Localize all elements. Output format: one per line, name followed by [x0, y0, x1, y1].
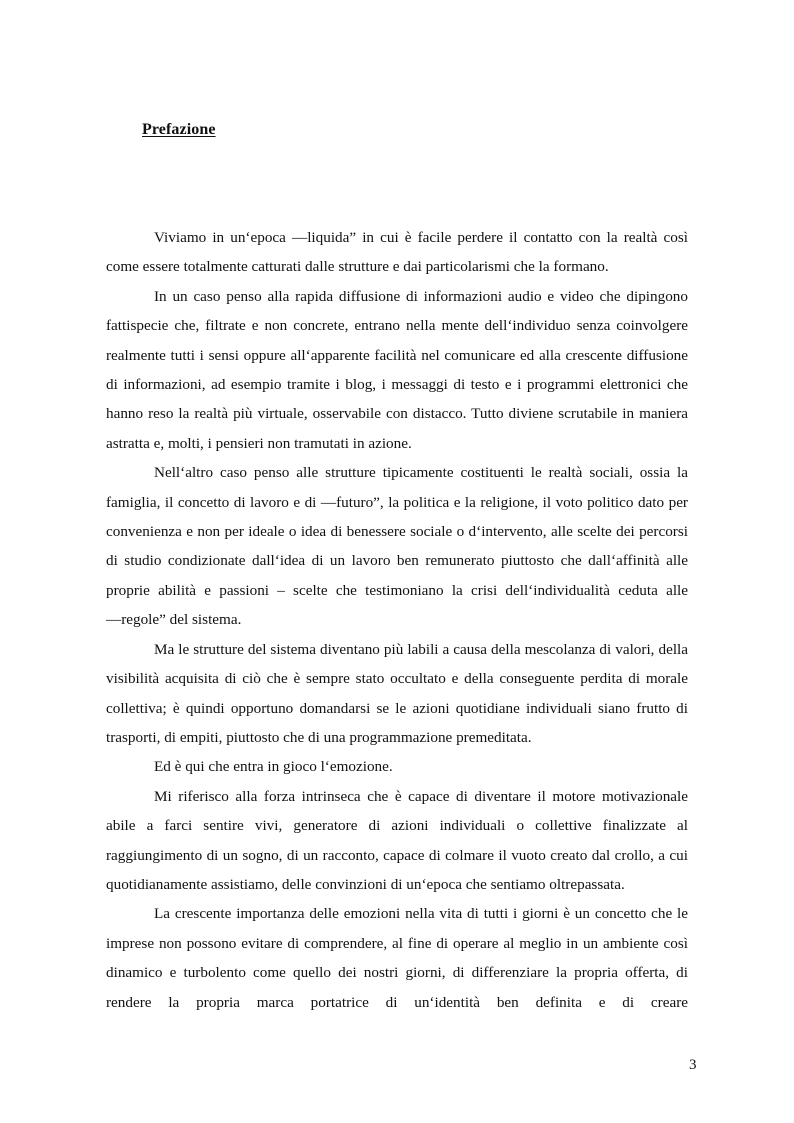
paragraph: Ma le strutture del sistema diventano più labili a causa della mescolanza di valori, della visibilità acquisita di ciò che è sempre stato occultato e della conseguente perdita di morale collettiva; è quindi opportuno domandarsi se le azioni quotidiane individuali siano frutto di trasporti, di empiti, piuttosto che di una programmazione premeditata.	[106, 640, 688, 746]
section-heading: Prefazione	[142, 121, 216, 138]
paragraph: La crescente importanza delle emozioni nella vita di tutti i giorni è un concetto che le imprese non possono evitare di comprendere, al fine di operare al meglio in un ambiente così dinamico e turbolento come quello dei nostri giorni, di differenziare la propria offerta, di rendere la propria marca portatrice di un‘identità ben definita e di creare	[106, 905, 688, 1011]
paragraph: Viviamo in un‘epoca ―liquida” in cui è facile perdere il contatto con la realtà così come essere totalmente catturati dalle strutture e dai particolarismi che la formano.	[106, 229, 688, 276]
page-number: 3	[689, 1057, 697, 1073]
paragraph: Mi riferisco alla forza intrinseca che è capace di diventare il motore motivazionale abile a farci sentire vivi, generatore di azioni individuali o collettive finalizzate al raggiungimento di un sogno, di un racconto, capace di colmare il vuoto creato dal crollo, a cui quotidianamente assistiamo, delle convinzioni di un‘epoca che sentiamo oltrepassata.	[106, 787, 688, 893]
paragraph: Nell‘altro caso penso alle strutture tipicamente costituenti le realtà sociali, ossia la famiglia, il concetto di lavoro e di ―futuro”, la politica e la religione, il voto politico dato per convenienza e non per ideale o idea di benessere sociale o d‘intervento, alle scelte dei percorsi di studio condizionate dall‘idea di un lavoro ben remunerato piuttosto che dall‘affinità alle proprie abilità e passioni – scelte che testimoniano la crisi dell‘individualità ceduta alle ―regole” del sistema.	[106, 464, 688, 629]
body-text	[106, 223, 688, 1017]
paragraph: Ed è qui che entra in gioco l‘emozione.	[154, 758, 393, 776]
paragraph: In un caso penso alla rapida diffusione di informazioni audio e video che dipingono fattispecie che, filtrate e non concrete, entrano nella mente dell‘individuo senza coinvolgere realmente tutti i sensi oppure all‘apparente facilità nel comunicare ed alla crescente diffusione di informazioni, ad esempio tramite i blog, i messaggi di testo e i programmi elettronici che hanno reso la realtà più virtuale, osservabile con distacco. Tutto diviene scrutabile in maniera astratta e, molti, i pensieri non tramutati in azione.	[106, 287, 688, 452]
